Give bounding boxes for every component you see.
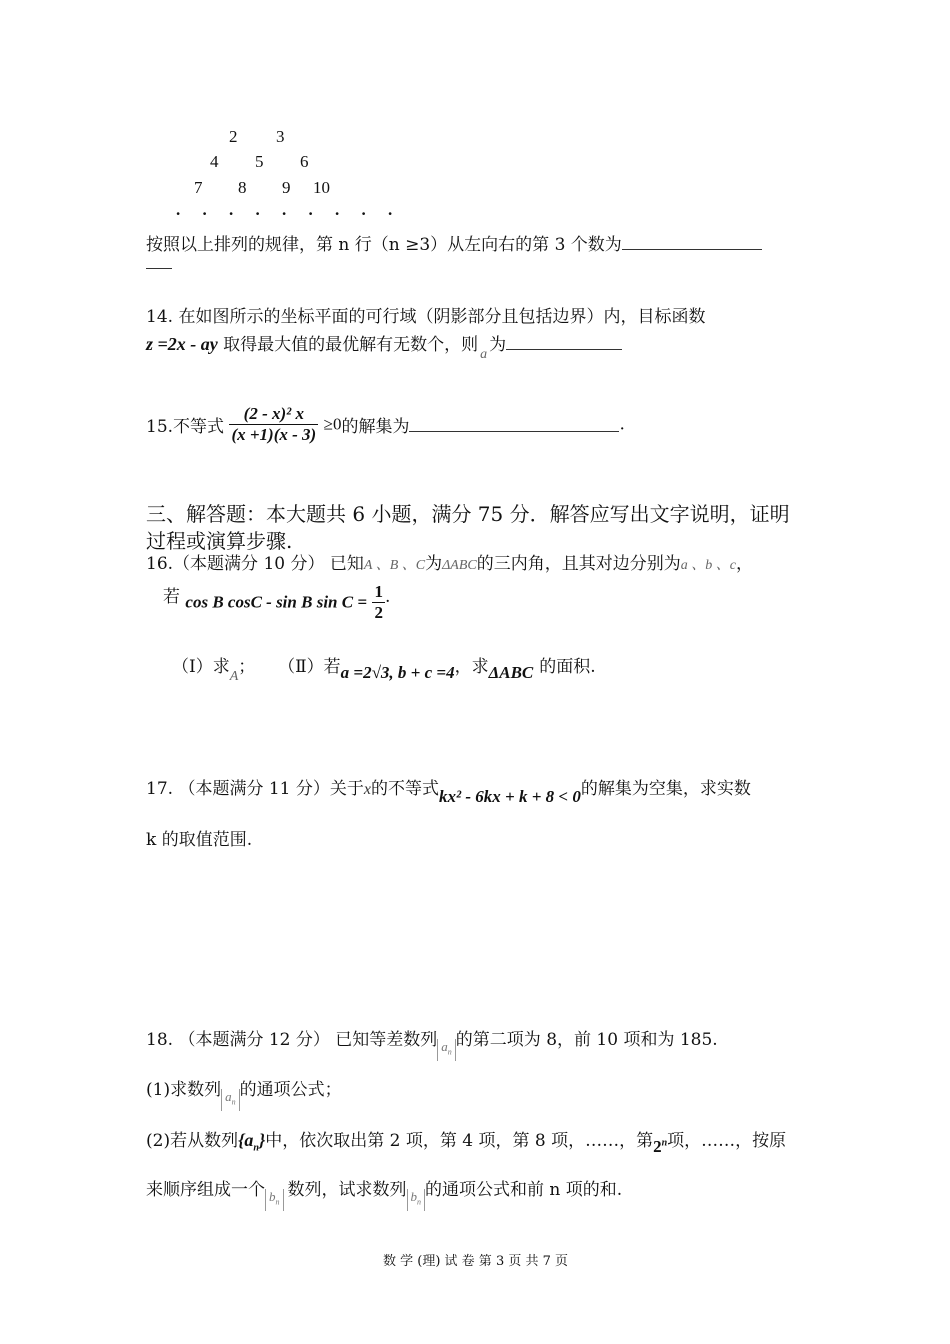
- comma: ，: [735, 554, 753, 574]
- part-2-end-2: 的通项公式和前 n 项的和.: [425, 1180, 623, 1200]
- part-2-prefix: (2)若从数列: [146, 1131, 239, 1151]
- cosine-equation: cos B cosC - sin B sin C =: [185, 592, 368, 612]
- part-1-label: （Ⅰ）求: [172, 657, 230, 677]
- part-2-text: 中，依次取出第 2 项，第 4 项，第 8 项，……，第: [265, 1131, 654, 1151]
- variable-a: a: [480, 347, 488, 362]
- sequence-an: $a_n$: [221, 1089, 240, 1111]
- page-footer: 数 学 (理) 试 卷 第 3 页 共 7 页: [383, 1254, 569, 1269]
- question-17-line-1: [146, 774, 751, 806]
- answer-blank-continued: [146, 254, 172, 274]
- objective-function: z =2x - ay: [146, 334, 218, 354]
- question-16-condition: [163, 582, 390, 623]
- fraction-denominator: 2: [374, 603, 383, 622]
- triangle-number: 7: [194, 178, 203, 197]
- part-2-label: （Ⅱ）若: [278, 657, 341, 677]
- period: .: [619, 414, 625, 435]
- answer-blank: [622, 235, 762, 250]
- triangle-row-2: [229, 127, 285, 147]
- triangle-number: 9: [282, 178, 291, 197]
- question-18-line-1: [146, 1025, 718, 1055]
- sequence-an: $a_n$: [437, 1039, 456, 1061]
- question-18-part-1: [146, 1075, 342, 1105]
- sequence-bn: $b_n$: [265, 1189, 284, 1211]
- fraction-numerator: (2 - x)² x: [229, 404, 318, 425]
- variable-x: x: [363, 781, 371, 798]
- answer-blank: [409, 417, 619, 432]
- fraction-denominator: (x +1)(x - 3): [231, 425, 317, 444]
- question-14-text: 取得最大值的最优解有无数个，则: [223, 335, 479, 355]
- triangle-abc: ΔABC: [442, 558, 477, 573]
- triangle-row-4: [194, 178, 330, 198]
- triangle-number: 8: [238, 178, 247, 197]
- sequence-an-braced: $\{a_n\}$: [238, 1130, 266, 1154]
- angle-a: A: [229, 669, 239, 684]
- part-2-cont: 来顺序组成一个: [146, 1180, 265, 1200]
- question-16-parts: [172, 652, 596, 684]
- ruo-label: 若: [163, 587, 180, 607]
- question-18-part-2-line-2: [146, 1175, 622, 1205]
- sides: a 、b 、c: [680, 558, 736, 573]
- section-3-heading: 三、解答题：本大题共 6 小题，满分 75 分．解答应写出文字说明，证明: [146, 502, 790, 526]
- q16-prefix: 16.（本题满分 10 分） 已知: [146, 554, 364, 574]
- q18-text: 的第二项为 8，前 10 项和为 185.: [455, 1030, 718, 1050]
- angles: A 、B 、C: [363, 558, 426, 573]
- power-of-two: 2$^n$: [653, 1137, 668, 1156]
- sequence-bn: $b_n$: [407, 1189, 426, 1211]
- answer-blank: [506, 335, 622, 350]
- question-18-part-2: [146, 1126, 786, 1154]
- triangle-number: 3: [276, 127, 285, 146]
- q17-prefix: 17. （本题满分 11 分）关于: [146, 779, 364, 799]
- part-1-prefix: (1)求数列: [146, 1080, 222, 1100]
- question-14-line-2: [146, 330, 622, 362]
- inequality: kx² - 6kx + k + 8 < 0: [439, 787, 581, 806]
- question-15-prefix: 15.不等式: [146, 417, 225, 437]
- triangle-row-3: [210, 152, 309, 172]
- question-14-text-end: 为: [489, 335, 507, 355]
- q17-mid: 的不等式: [371, 779, 439, 799]
- triangle-number: 5: [255, 152, 264, 171]
- q17-end: 的解集为空集，求实数: [580, 779, 751, 799]
- part-2-end: 项，……，按原: [667, 1131, 787, 1151]
- fraction-numerator: 1: [374, 582, 383, 601]
- q16-mid2: 的三内角，且其对边分别为: [476, 554, 681, 574]
- question-16-line-1: [146, 549, 753, 574]
- question-17-line-2: k 的取值范围.: [146, 830, 253, 850]
- triangle-dots: . . . . . . . . .: [176, 200, 402, 219]
- question-13: [146, 230, 762, 255]
- q18-prefix: 18. （本题满分 12 分） 已知等差数列: [146, 1030, 438, 1050]
- inequality-fraction: [229, 404, 318, 445]
- question-15-suffix: 的解集为: [341, 417, 410, 437]
- question-15: [146, 404, 625, 445]
- semicolon: ；: [238, 657, 256, 677]
- one-half: [372, 582, 385, 623]
- part-1-end: 的通项公式；: [239, 1080, 342, 1100]
- triangle-abc-2: ΔABC: [488, 663, 534, 682]
- question-14-line-1: 14. 在如图所示的坐标平面的可行域（阴影部分且包括边界）内，目标函数: [146, 307, 706, 327]
- question-13-text: 按照以上排列的规律，第 n 行（n ≥3）从左向右的第 3 个数为: [146, 235, 622, 255]
- part-2-mid: 数列，试求数列: [287, 1180, 407, 1200]
- section-3-heading-line-2: 过程或演算步骤.: [146, 529, 293, 553]
- q16-part2-end: 的面积.: [539, 657, 596, 677]
- q16-mid: 为: [425, 554, 443, 574]
- inequality-ge: ≥0: [323, 414, 342, 434]
- triangle-number: 6: [300, 152, 309, 171]
- given-values: a =2√3, b + c =4: [340, 663, 455, 682]
- triangle-number: 4: [210, 152, 219, 171]
- period: .: [384, 586, 391, 607]
- triangle-number: 10: [313, 178, 330, 197]
- q16-part2-mid: ，求: [454, 657, 489, 677]
- triangle-number: 2: [229, 127, 238, 146]
